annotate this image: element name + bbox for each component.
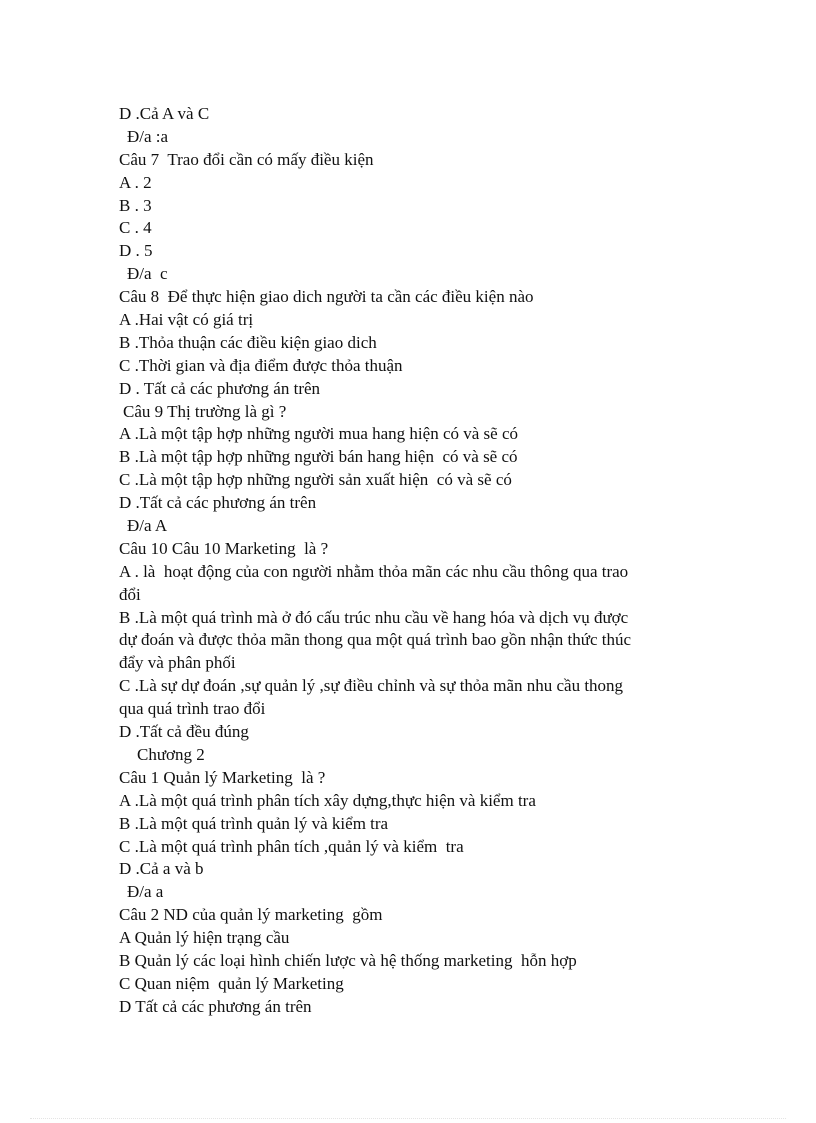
answer-key: Đ/a :a bbox=[127, 126, 169, 146]
question-1: Câu 1 Quản lý Marketing là ? bbox=[119, 767, 326, 787]
answer-d: D .Cả A và C bbox=[119, 104, 210, 123]
answer-c: C .Là một tập hợp những người sản xuất hiện có và sẽ có bbox=[119, 470, 512, 490]
question-7: Câu 7 Trao đổi cần có mấy điều kiện bbox=[119, 149, 374, 169]
answer-d: D . 5 bbox=[119, 241, 153, 261]
answer-a: A . 2 bbox=[119, 172, 152, 192]
answer-d: D .Cả a và b bbox=[119, 859, 204, 879]
answer-b-continued: đẩy và phân phối bbox=[119, 653, 236, 673]
answer-c: C . 4 bbox=[119, 218, 152, 238]
answer-b: B .Là một tập hợp những người bán hang hiện có và sẽ có bbox=[119, 447, 518, 467]
answer-a-continued: đổi bbox=[119, 584, 141, 604]
answer-b: B Quản lý các loại hình chiến lược và hệ thống marketing hỗn hợp bbox=[119, 950, 577, 970]
answer-d: D .Tất cả các phương án trên bbox=[119, 493, 317, 513]
answer-c: C .Thời gian và địa điểm được thỏa thuận bbox=[119, 355, 403, 375]
answer-key: Đ/a a bbox=[127, 882, 164, 902]
answer-c: C .Là một quá trình phân tích ,quản lý và kiểm tra bbox=[119, 836, 464, 856]
page-bottom-divider bbox=[30, 1118, 786, 1119]
answer-c: C .Là sự dự đoán ,sự quản lý ,sự điều chỉnh và sự thỏa mãn nhu cầu thong bbox=[119, 676, 624, 696]
question-2: Câu 2 ND của quản lý marketing gồm bbox=[119, 905, 383, 925]
answer-a: A Quản lý hiện trạng cầu bbox=[119, 928, 290, 948]
question-9: Câu 9 Thị trường là gì ? bbox=[123, 401, 287, 421]
answer-a: A .Hai vật có giá trị bbox=[119, 310, 254, 330]
answer-c: C Quan niệm quản lý Marketing bbox=[119, 973, 344, 993]
answer-d: D . Tất cả các phương án trên bbox=[119, 378, 321, 398]
question-8: Câu 8 Để thực hiện giao dich người ta cần các điều kiện nào bbox=[119, 287, 534, 307]
chapter-heading: Chương 2 bbox=[137, 744, 205, 764]
answer-b: B .Là một quá trình mà ở đó cấu trúc nhu cầu về hang hóa và dịch vụ được bbox=[119, 607, 629, 627]
answer-a: A . là hoạt động của con người nhằm thỏa mãn các nhu cầu thông qua trao bbox=[119, 561, 629, 581]
answer-b: B .Là một quá trình quản lý và kiểm tra bbox=[119, 813, 389, 833]
question-10: Câu 10 Câu 10 Marketing là ? bbox=[119, 538, 329, 558]
document-text bbox=[119, 103, 719, 1019]
answer-c-continued: qua quá trình trao đổi bbox=[119, 699, 266, 719]
answer-b: B . 3 bbox=[119, 195, 152, 215]
answer-b-continued: dự đoán và được thỏa mãn thong qua một quá trình bao gồn nhận thức thúc bbox=[119, 630, 632, 650]
answer-b: B .Thỏa thuận các điều kiện giao dich bbox=[119, 332, 377, 352]
answer-a: A .Là một quá trình phân tích xây dựng,thực hiện và kiểm tra bbox=[119, 790, 536, 810]
answer-d: D Tất cả các phương án trên bbox=[119, 996, 312, 1016]
answer-d: D .Tất cả đều đúng bbox=[119, 722, 249, 742]
answer-key: Đ/a c bbox=[127, 264, 168, 284]
answer-key: Đ/a A bbox=[127, 516, 168, 536]
answer-a: A .Là một tập hợp những người mua hang hiện có và sẽ có bbox=[119, 424, 518, 444]
